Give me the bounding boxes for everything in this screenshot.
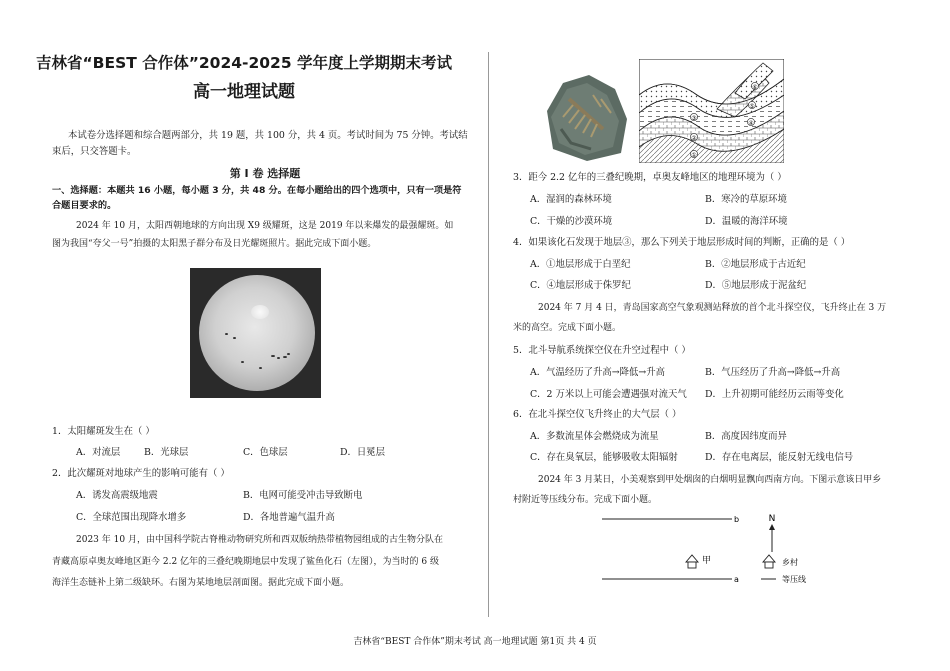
q3-option-d: D．温暖的海洋环境 — [705, 216, 788, 227]
stratum-label-2: ② — [691, 135, 697, 142]
q1-option-c: C．色球层 — [243, 447, 288, 458]
page-footer: 吉林省“BEST 合作体”期末考试 高一地理试题 第1页 共 4 页 — [353, 637, 597, 647]
passage2-line-1: 2023 年 10 月，由中国科学院古脊椎动物研究所和西双版纳热带植物园组成的古生物分队在 — [76, 535, 443, 545]
isobar-label-a: a — [734, 575, 739, 584]
q5-option-a: A．气温经历了升高→降低→升高 — [530, 367, 665, 378]
q6-option-d: D．存在电离层，能反射无线电信号 — [705, 452, 854, 463]
q4-stem: 4．如果该化石发现于地层③，那么下列关于地层形成时间的判断，正确的是（ ） — [513, 237, 851, 248]
stratum-label-3: ③ — [691, 115, 697, 122]
intro-line-2: 束后，只交答题卡。 — [52, 146, 137, 157]
q4-option-b: B．②地层形成于古近纪 — [705, 259, 806, 270]
q5-option-d: D．上升初期可能经历云雨等变化 — [705, 389, 844, 400]
passage4-line-2: 村附近等压线分布。完成下面小题。 — [513, 495, 658, 505]
stratum-label-6: ⑥ — [752, 84, 758, 91]
passage4-line-1: 2024 年 3 月某日，小美观察到甲处烟囱的白烟明显飘向西南方向。下图示意该日甲乡 — [538, 475, 882, 485]
q2-stem: 2．此次耀斑对地球产生的影响可能有（ ） — [52, 468, 230, 479]
passage2-line-3: 海洋生态链补上第二级缺环。右图为某地地层剖面图。据此完成下面小题。 — [52, 578, 350, 588]
q3-option-b: B．寒冷的草原环境 — [705, 194, 787, 205]
flare-bright-region — [251, 305, 269, 319]
q4-option-c: C．④地层形成于侏罗纪 — [530, 280, 631, 291]
column-divider — [488, 52, 489, 617]
passage3-line-2: 米的高空。完成下面小题。 — [513, 323, 622, 333]
stratum-label-4: ④ — [748, 120, 754, 127]
strata-cross-section — [639, 59, 784, 163]
q1-option-b: B．光球层 — [144, 447, 189, 458]
q6-stem: 6．在北斗探空仪飞升终止的大气层（ ） — [513, 409, 682, 420]
q1-option-a: A．对流层 — [76, 447, 121, 458]
exam-title: 吉林省“BEST 合作体”2024-2025 学年度上学期期末考试 — [35, 54, 453, 72]
north-label: N — [768, 514, 776, 524]
q2-option-d: D．各地普遍气温升高 — [243, 512, 335, 523]
q3-option-a: A．湿润的森林环境 — [530, 194, 612, 205]
north-arrow-icon — [769, 524, 775, 552]
stratum-label-5: ⑤ — [749, 103, 755, 110]
passage1-line-2: 图为我国“夸父一号”拍摄的太阳黑子群分布及日光耀斑照片。据此完成下面小题。 — [52, 239, 377, 249]
q2-option-c: C．全球范围出现降水增多 — [76, 512, 187, 523]
passage3-line-1: 2024 年 7 月 4 日，青岛国家高空气象观测站释放的首个北斗探空仪，飞升终止在 3 万 — [538, 303, 887, 313]
q1-option-d: D．日冕层 — [340, 447, 386, 458]
q2-option-a: A．诱发高震级地震 — [76, 490, 158, 501]
isobar-label-b: b — [734, 515, 740, 524]
passage1-line-1: 2024 年 10 月，太阳西朝地球的方向出现 X9 级耀斑，这是 2019 年以来爆发的最强耀斑。如 — [76, 221, 454, 231]
stratum-label-1: ① — [691, 152, 697, 159]
legend-isobar-label: 等压线 — [782, 575, 806, 584]
q5-option-c: C．2 万米以上可能会遭遇强对流天气 — [530, 389, 687, 400]
subject-title: 高一地理试题 — [193, 82, 295, 102]
place-jia-label: 甲 — [702, 556, 712, 566]
q2-option-b: B．电网可能受冲击导致断电 — [243, 490, 363, 501]
q4-option-d: D．⑤地层形成于泥盆纪 — [705, 280, 807, 291]
shark-fossil-photo — [541, 69, 629, 162]
intro-line-1: 本试卷分选择题和综合题两部分，共 19 题，共 100 分，共 4 页。考试时间为 75 分钟。考试结 — [68, 130, 468, 141]
q5-stem: 5．北斗导航系统探空仪在升空过程中（ ） — [513, 345, 691, 356]
q6-option-c: C．存在臭氧层，能够吸收太阳辐射 — [530, 452, 678, 463]
passage2-line-2: 青藏高原卓奥友峰地区距今 2.2 亿年的三叠纪晚期地层中发现了鲨鱼化石（左图），为当时的 6 级 — [52, 557, 439, 567]
q6-option-a: A．多数流星体会燃烧成为流星 — [530, 431, 659, 442]
legend-village-icon — [763, 555, 775, 568]
q5-option-b: B．气压经历了升高→降低→升高 — [705, 367, 841, 378]
q4-option-a: A．①地层形成于白垩纪 — [530, 259, 631, 270]
q6-option-b: B．高度因纬度而异 — [705, 431, 787, 442]
village-jia-icon — [686, 555, 698, 568]
section-title: 第 Ⅰ 卷 选择题 — [229, 167, 301, 180]
q1-stem: 1．太阳耀斑发生在（ ） — [52, 426, 155, 437]
sun-photo — [190, 268, 321, 398]
isobar-map — [598, 508, 828, 588]
sun-disc — [199, 275, 315, 391]
section-instruction-2: 合题目要求的。 — [52, 200, 117, 211]
q3-option-c: C．干燥的沙漠环境 — [530, 216, 613, 227]
legend-village-label: 乡村 — [782, 558, 798, 567]
q3-stem: 3．距今 2.2 亿年的三叠纪晚期，卓奥友峰地区的地理环境为（ ） — [513, 172, 787, 183]
section-instruction-1: 一、选择题：本题共 16 小题，每小题 3 分，共 48 分。在每小题给出的四个选项中，只有一项是符 — [52, 185, 462, 196]
